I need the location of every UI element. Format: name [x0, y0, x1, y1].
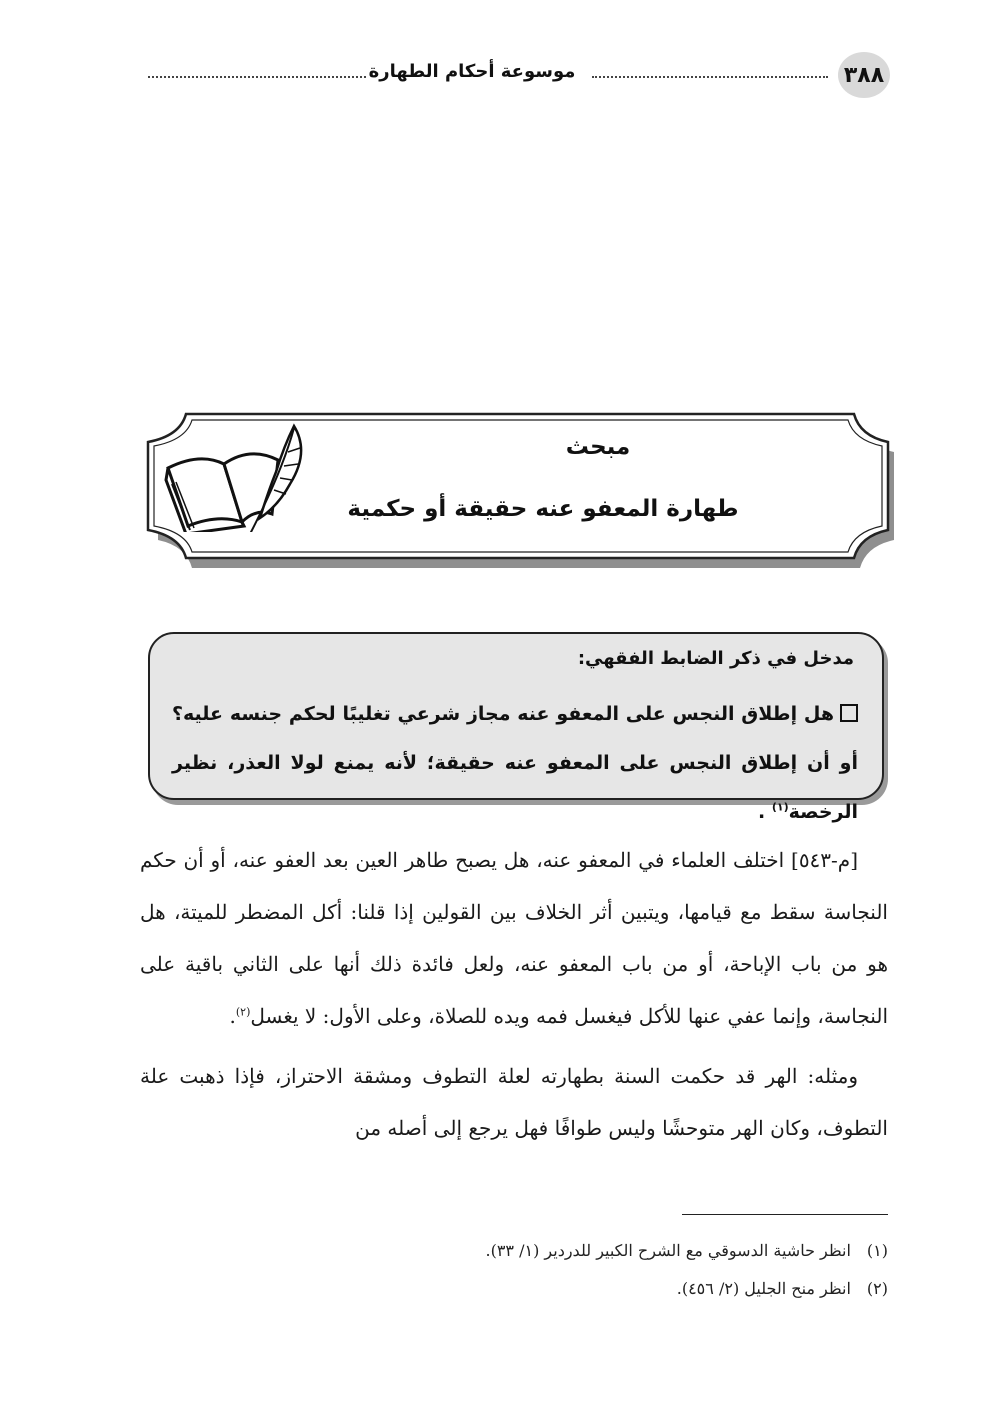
header-dotted-rule: [592, 76, 828, 78]
footnote-item: [188, 1270, 888, 1308]
rule-box: [148, 632, 884, 823]
rule-text: [172, 690, 858, 837]
paragraph: [140, 834, 888, 1042]
header-dotted-rule: [148, 76, 366, 78]
footnote-item: [188, 1232, 888, 1270]
checkbox-icon: [840, 704, 858, 722]
footnote-ref[interactable]: (٢): [235, 1005, 251, 1019]
end-punctuation: .: [757, 801, 766, 823]
footnote-number: (١): [866, 1241, 888, 1260]
paragraph-text: ومثله: الهر قد حكمت السنة بطهارته لعلة التطوف ومشقة الاحتراز، فإذا ذهبت علة التطوف، وكان الهر متوحشًا وليس طوافًا فهل يرجع إلى أصله من: [140, 1064, 888, 1140]
footnote-separator: [682, 1214, 888, 1215]
running-title: موسوعة أحكام الطهارة: [368, 61, 576, 82]
banner-label: مبحث: [565, 434, 631, 460]
footnote-number: (٢): [866, 1279, 888, 1298]
rule-heading: مدخل في ذكر الضابط الفقهي:: [577, 648, 854, 669]
body-text: [140, 834, 888, 1154]
running-header: [140, 52, 890, 98]
end-punctuation: .: [229, 1004, 236, 1028]
footnote-text: انظر حاشية الدسوقي مع الشرح الكبير للدردير (١/ ٣٣).: [485, 1241, 851, 1260]
paragraph: [140, 1050, 888, 1154]
footnote-text: انظر منح الجليل (٢/ ٤٥٦).: [676, 1279, 851, 1298]
footnote-ref[interactable]: (١): [771, 800, 789, 814]
page-number: ٣٨٨: [838, 52, 890, 98]
paragraph-text: [م-٥٤٣] اختلف العلماء في المعفو عنه، هل يصبح طاهر العين بعد العفو عنه، أو أن حكم النجاسة سقط مع قيامها، ويتبين أثر الخلاف بين القولين إذا قلنا: أكل المضطر للميتة، هل هو من باب الإباحة، أو من باب المعفو عنه، ولعل فائدة ذلك أنها على الثاني باقية على النجاسة، وإنما عفي عنها للأكل فيغسل فمه ويده للصلاة، وعلى الأول: لا يغسل: [140, 848, 888, 1028]
rule-question: هل إطلاق النجس على المعفو عنه مجاز شرعي تغليبًا لحكم جنسه عليه؟ أو أن إطلاق النجس على المعفو عنه حقيقة؛ لأنه يمنع لولا العذر، نظير الرخصة: [172, 703, 858, 823]
section-banner: [142, 408, 894, 568]
footnotes: [188, 1232, 888, 1308]
section-title: طهارة المعفو عنه حقيقة أو حكمية: [347, 496, 739, 522]
